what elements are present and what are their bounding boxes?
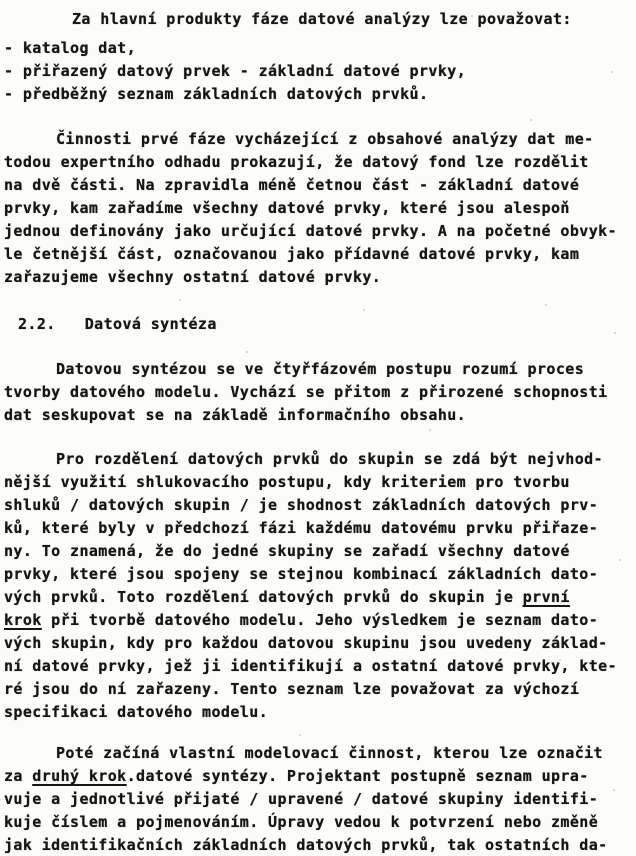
text-segment: vých prvků. Toto rozdělení datových prvků do skupin je bbox=[4, 588, 523, 606]
paragraph-grouping-method bbox=[4, 448, 632, 724]
paragraph-modeling-activity bbox=[4, 742, 632, 856]
text-line: nější využití shlukovacího postupu, kdy kriteriem pro tvorbu bbox=[4, 473, 570, 491]
text-line: ré jsou do ní zařazeny. Tento seznam lze považovat za výchozí bbox=[4, 680, 580, 698]
text-line: vých skupin, kdy pro každou datovou skupinu jsou uvedeny základ- bbox=[4, 634, 608, 652]
bullet-line: - přiřazený datový prvek - základní datové prvky, bbox=[4, 62, 467, 80]
text-line: kuje číslem a pojmenováním. Úpravy vedou k potvrzení nebo změně bbox=[4, 813, 599, 831]
text-line: Za hlavní produkty fáze datové analýzy lze považovat: bbox=[72, 10, 572, 28]
underlined-text-prvni: první bbox=[522, 588, 570, 606]
text-line bbox=[4, 609, 632, 632]
paragraph-main-products bbox=[4, 8, 632, 31]
text-line: prvky, které jsou spojeny se stejnou kombinací základních dato- bbox=[4, 565, 599, 583]
underlined-text-krok: krok bbox=[4, 611, 42, 629]
text-line: Poté začíná vlastní modelovací činnost, kterou lze označit bbox=[56, 744, 603, 762]
text-line: todou expertního odhadu prokazují, že datový fond lze rozdělit bbox=[4, 153, 589, 171]
text-line: jednou definovány jako určující datové prvky. A na početné obvyk- bbox=[4, 222, 617, 240]
underlined-text-druhy-krok: druhý krok bbox=[32, 767, 127, 785]
text-line: ny. To znamená, že do jedné skupiny se zařadí všechny datové bbox=[4, 542, 570, 560]
bullet-line: - předběžný seznam základních datových prvků. bbox=[4, 85, 429, 103]
bullet-list bbox=[4, 37, 632, 106]
text-line: zařazujeme všechny ostatní datové prvky. bbox=[4, 268, 382, 286]
text-line: prvky, kam zařadíme všechny datové prvky, které jsou alespoň bbox=[4, 199, 570, 217]
bullet-line: - katalog dat, bbox=[4, 39, 137, 57]
text-line: Činnosti prvé fáze vycházející z obsahové analýzy dat me- bbox=[56, 130, 594, 148]
text-segment: .datové syntézy. Projektant postupně seznam upra- bbox=[126, 767, 589, 785]
text-line: Datovou syntézou se ve čtyřfázovém postupu rozumí proces bbox=[56, 360, 585, 378]
text-line: dat seskupovat se na základě informačního obsahu. bbox=[4, 406, 467, 424]
text-segment: za bbox=[4, 767, 33, 785]
text-line bbox=[4, 586, 632, 609]
section-heading bbox=[4, 313, 632, 336]
text-line: vuje a jednotlivé přijaté / upravené / datové skupiny identifi- bbox=[4, 790, 599, 808]
text-line: specifikaci datového modelu. bbox=[4, 703, 269, 721]
text-line: na dvě části. Na zpravidla méně četnou část - základní datové bbox=[4, 176, 580, 194]
paragraph-data-synthesis-intro bbox=[4, 358, 632, 427]
text-line: le četnější část, označovanou jako přídavné datové prvky, kam bbox=[4, 245, 580, 263]
text-line: tvorby datového modelu. Vychází se přitom z přirozené schopnosti bbox=[4, 383, 608, 401]
text-line: ků, které byly v předchozí fázi každému datovému prvku přiřaze- bbox=[4, 519, 599, 537]
paragraph-first-phase-activities bbox=[4, 128, 632, 289]
text-line: ní datové prvky, jež ji identifikují a ostatní datové prvky, kte- bbox=[4, 657, 617, 675]
text-line: jak identifikačních základních datových prvků, tak ostatních da- bbox=[4, 836, 608, 854]
section-title: Datová syntéza bbox=[84, 315, 217, 333]
text-segment: při tvorbě datového modelu. Jeho výsledkem je seznam dato- bbox=[41, 611, 599, 629]
text-line: shluků / datových skupin / je shodnost základních datových prv- bbox=[4, 496, 599, 514]
text-line: Pro rozdělení datových prvků do skupin se zdá být nejvhod- bbox=[56, 450, 603, 468]
section-number: 2.2. bbox=[18, 315, 56, 333]
text-line bbox=[4, 765, 632, 788]
